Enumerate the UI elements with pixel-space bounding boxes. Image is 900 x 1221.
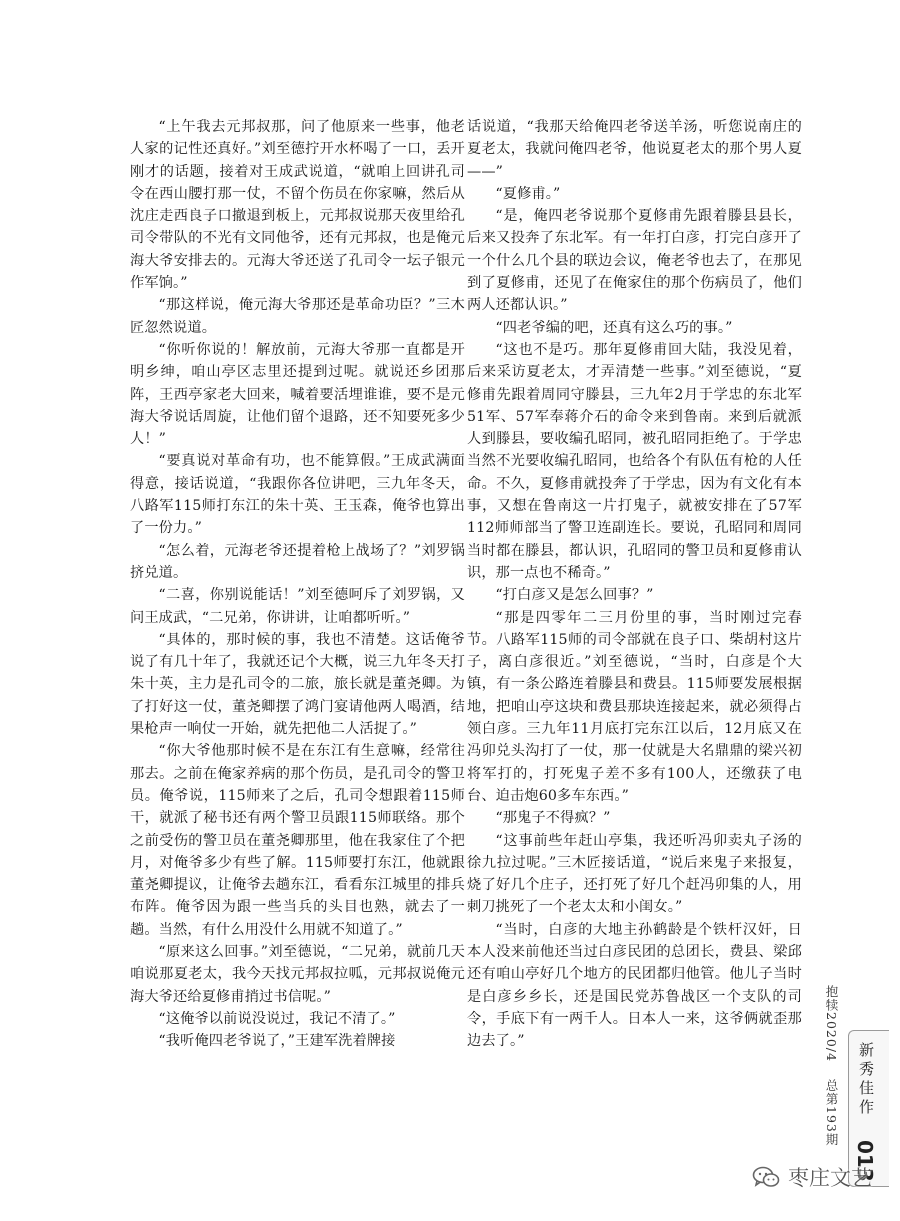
paragraph: “夏修甫。” — [495, 185, 561, 202]
watermark — [752, 1162, 872, 1192]
page-number: 013 — [853, 1140, 877, 1182]
journal-name: 抱犊2020/4 — [824, 985, 839, 1062]
paragraph: “打白彦又是怎么回事？” — [495, 587, 654, 604]
paragraph: “是，俺四老爷说那个夏修甫先跟着滕县县长，后来又投奔了东北军。有一年打白彦，打完白彦开了一个什么几个县的联边会议，俺老爷也去了，在那见到了夏修甫，还见了在俺家住的那个伤病员了，他们两人还都认识。” — [467, 208, 802, 314]
wechat-icon — [752, 1165, 780, 1189]
right-column — [467, 116, 802, 1052]
paragraph: “要真说对革命有功，也不能算假。”王成武满面得意，接话说道，“我跟你各位讲吧，三九年冬天，八路军115师打东江的朱十英、王玉森，俺爷也算出了一份力。” — [130, 453, 465, 537]
paragraph: “原来这么回事。”刘至德说，“二兄弟，就前几天咱说那夏老太，我今天找元邦叔拉呱，元邦叔说俺元海大爷还给夏修甫捎过书信呢。” — [130, 943, 465, 1005]
paragraph: “我听俺四老爷说了，”王建军洗着牌接 — [158, 1033, 396, 1050]
journal-meta — [822, 985, 840, 1158]
paragraph: “当时，白彦的大地主孙鹤龄是个铁杆汉奸，日本人没来前他还当过白彦民团的总团长，费县、梁邱还有咱山亭好几个地方的民团都归他管。他儿子当时是白彦乡乡长，还是国民党苏鲁战区一个支队的司令，手底下有一两千人。日本人一来，这爷俩就歪那边去了。” — [467, 921, 802, 1050]
paragraph: “这也不是巧。那年夏修甫回大陆，我没见着，后来采访夏老太，才弄清楚一些事。”刘至德说，“夏修甫先跟着周同守滕县，三九年2月于学忠的东北军51军、57军奉蒋介石的命令来到鲁南。来到后就派人到滕县，要收编孔昭同，被孔昭同拒绝了。于学忠当然不光要收编孔昭同，也给各个有队伍有枪的人任命。不久，夏修甫就投奔了于学忠，因为有文化有本事，又想在鲁南这一片打鬼子，就被安排在了57军112师师部当了警卫连副连长。要说，孔昭同和周同当时都在滕县，都认识，孔昭同的警卫员和夏修甫认识，那一点也不稀奇。” — [467, 341, 802, 581]
paragraph: 话说道，“我那天给俺四老爷送羊汤，听您说南庄的夏老太，我就问俺四老爷，他说夏老太的那个男人夏——” — [467, 119, 802, 180]
paragraph: “四老爷编的吧，还真有这么巧的事。” — [495, 319, 733, 336]
paragraph: “具体的，那时候的事，我也不清楚。这话俺爷说了有几十年了，我就还记个大概，说三九年冬天打朱十英，主力是孔司令的二旅，旅长就是董尧卿。为了打好这一仗，董尧卿摆了鸿门宴请他两人喝酒，结果枪声一响仗一开始，就先把他二人活捉了。” — [130, 631, 465, 738]
paragraph: “那这样说，俺元海大爷那还是革命功臣？”三木匠忽然说道。 — [130, 297, 465, 336]
paragraph: “怎么着，元海老爷还提着枪上战场了？”刘罗锅挤兑道。 — [130, 542, 465, 581]
paragraph: “这俺爷以前说没说过，我记不清了。” — [158, 1010, 396, 1027]
paragraph: “上午我去元邦叔那，问了他原来一些事，他老人家的记性还真好。”刘至德拧开水杯喝了一口，丢开刚才的话题，接着对王成武说道，“就咱上回讲孔司令在西山腰打那一仗，不留个伤员在你家嘛，然后从沈庄走西良子口撤退到板上，元邦叔说那天夜里给孔司令带队的不光有文同他爷，还有元邦叔，也是俺元海大爷安排去的。元海大爷还送了孔司令一坛子银元作军饷。” — [130, 119, 465, 292]
paragraph: “二喜，你别说能话！”刘至德呵斥了刘罗锅，又问王成武，“二兄弟，你讲讲，让咱都听听。” — [130, 587, 465, 626]
paragraph: “那是四零年二三月份里的事，当时刚过完春节。八路军115师的司令部就在良子口、柴胡村这片子，离白彦很近。”刘至德说，“当时，白彦是个大镇，有一条公路连着滕县和费县。115师要发展根据地，把咱山亭这块和费县那块连接起来，就必须得占领白彦。三九年11月底打完东江以后，12月底又在冯卯兑头沟打了一仗，那一仗就是大名鼎鼎的梁兴初将军打的，打死鬼子差不多有100人，还缴获了电台、迫击炮60多车东西。” — [467, 609, 802, 804]
paragraph: “你大爷他那时候不是在东江有生意嘛，经常往那去。之前在俺家养病的那个伤员，是孔司令的警卫员。俺爷说，115师来了之后，孔司令想跟着115师干，就派了秘书还有两个警卫员跟115师联络。那个之前受伤的警卫员在董尧卿那里，他在我家住了个把月，对俺爷多少有些了解。115师要打东江，他就跟董尧卿提议，让俺爷去趟东江，看看东江城里的排兵布阵。俺爷因为跟一些当兵的头目也熟，就去了一趟。当然，有什么用没什么用就不知道了。” — [130, 743, 465, 938]
section-label: 新秀佳作 — [857, 1042, 875, 1118]
paragraph: “那鬼子不得疯？” — [495, 810, 611, 827]
left-column — [130, 116, 465, 1052]
paragraph: “你听你说的！解放前，元海大爷那一直都是开明乡绅，咱山亭区志里还提到过呢。就说还乡团那阵，王西亭家老大回来，喊着要活埋谁谁，要不是元海大爷说话周旋，让他们留个退路，还不知要死多少人！” — [130, 341, 465, 448]
issue-number: 总第193期 — [824, 1078, 839, 1147]
watermark-text: 枣庄文艺 — [788, 1166, 872, 1190]
paragraph: “这事前些年赶山亭集，我还听冯卯卖丸子汤的徐九拉过呢。”三木匠接话道，“说后来鬼子来报复，烧了好几个庄子，还打死了好几个赶冯卯集的人，用刺刀挑死了一个老太太和小闺女。” — [467, 832, 802, 916]
